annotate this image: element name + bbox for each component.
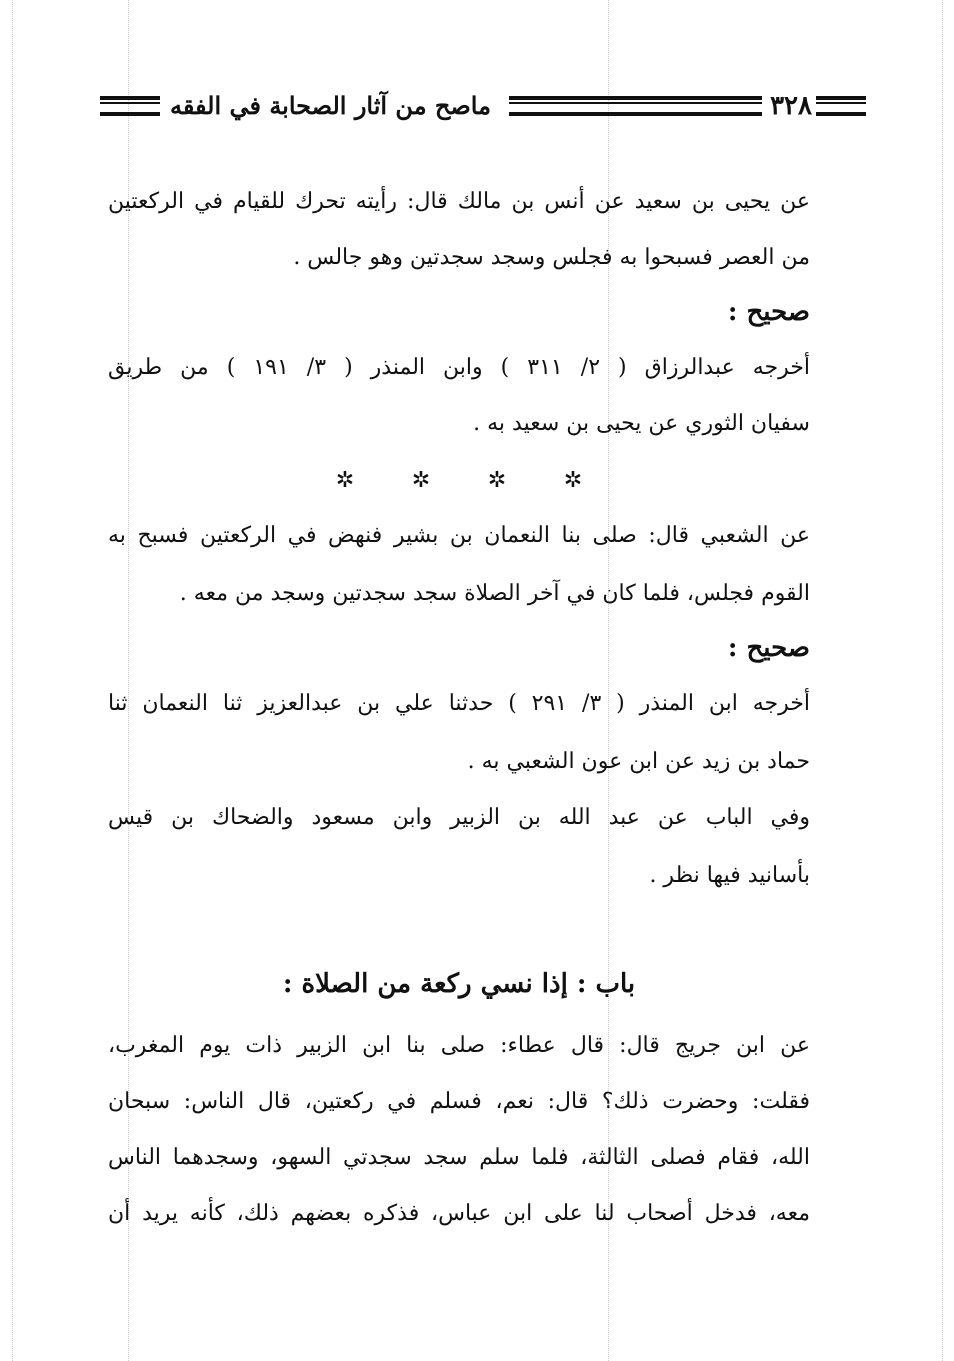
running-title: ماصح من آثار الصحابة في الفقه [170, 91, 491, 120]
grading-label: صحيح : [727, 297, 810, 327]
text-line: أخرجه عبدالرزاق ( ٢/ ٣١١ ) وابن المنذر ( ٣/ ١٩١ ) من طريق [108, 355, 811, 380]
text-line: القوم فجلس، فلما كان في آخر الصلاة سجد سجدتين وسجد من معه . [179, 581, 810, 606]
chapter-heading: باب : إذا نسي ركعة من الصلاة : [282, 969, 636, 999]
star-ornament: ✲ [411, 468, 431, 493]
text-line: وفي الباب عن عبد الله بن الزبير وابن مسعود والضحاك بن قيس [108, 805, 810, 830]
text-line: فقلت: وحضرت ذلك؟ قال: نعم، فسلم في ركعتين، قال الناس: سبحان [108, 1089, 810, 1114]
page-number: ٣٢٨ [770, 91, 812, 121]
text-line: سفيان الثوري عن يحيى بن سعيد به . [473, 411, 810, 436]
text-line: من العصر فسبحوا به فجلس وسجد سجدتين وهو جالس . [293, 245, 810, 270]
text-line: عن الشعبي قال: صلى بنا النعمان بن بشير فنهض في الركعتين فسبح به [108, 523, 810, 548]
star-ornament: ✲ [563, 468, 583, 493]
header-rule-middle [509, 96, 762, 116]
header-rule-left [100, 96, 160, 116]
star-ornament: ✲ [335, 468, 355, 493]
fold-line [12, 0, 13, 1361]
text-line: عن يحيى بن سعيد عن أنس بن مالك قال: رأيته تحرك للقيام في الركعتين [108, 189, 810, 214]
text-line: أخرجه ابن المنذر ( ٣/ ٢٩١ ) حدثنا علي بن عبدالعزيز ثنا النعمان ثنا [108, 691, 810, 716]
grading-label: صحيح : [727, 633, 810, 663]
text-line: حماد بن زيد عن ابن عون الشعبي به . [467, 749, 810, 774]
header-rule-right [816, 96, 866, 116]
text-line: عن ابن جريج قال: قال عطاء: صلى بنا ابن الزبير ذات يوم المغرب، [108, 1033, 810, 1058]
page-header [100, 88, 866, 124]
section-separator [108, 466, 810, 496]
text-line: الله، فقام فصلى الثالثة، فلما سلم سجد سجدتي السهو، وسجدهما الناس [108, 1145, 810, 1170]
text-line: بأسانيد فيها نظر . [649, 863, 810, 888]
text-line: معه، فدخل أصحاب لنا على ابن عباس، فذكره بعضهم ذلك، كأنه يريد أن [108, 1201, 810, 1226]
fold-line [942, 0, 943, 1361]
star-ornament: ✲ [487, 468, 507, 493]
